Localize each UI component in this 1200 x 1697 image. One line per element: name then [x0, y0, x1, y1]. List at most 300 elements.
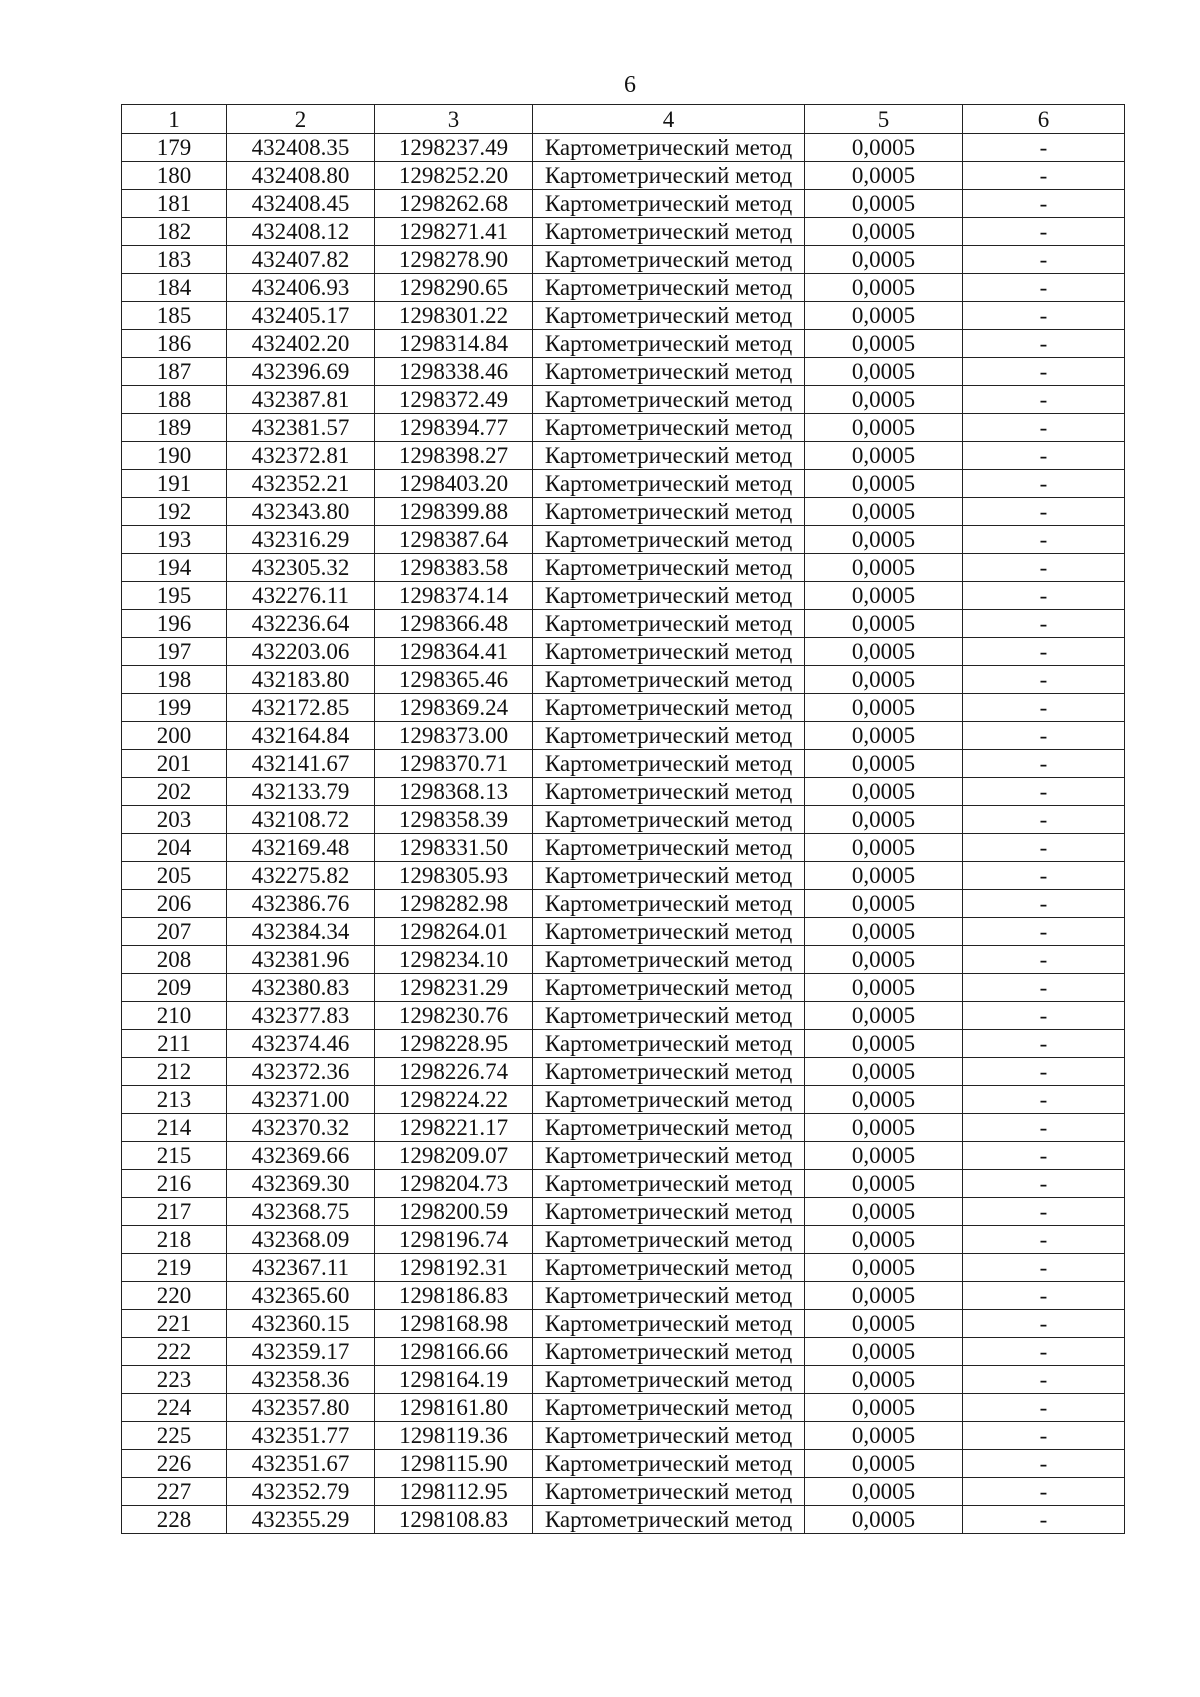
- y-coordinate-cell: 1298364.41: [375, 638, 533, 666]
- accuracy-cell: 0,0005: [805, 834, 963, 862]
- note-cell: -: [963, 1282, 1125, 1310]
- note-cell: -: [963, 554, 1125, 582]
- method-cell: Картометрический метод: [533, 1226, 805, 1254]
- accuracy-cell: 0,0005: [805, 442, 963, 470]
- x-coordinate-cell: 432108.72: [227, 806, 375, 834]
- table-row: [122, 414, 1125, 442]
- table-row: [122, 666, 1125, 694]
- point-number-cell: 220: [122, 1282, 227, 1310]
- note-cell: -: [963, 1450, 1125, 1478]
- y-coordinate-cell: 1298387.64: [375, 526, 533, 554]
- method-cell: Картометрический метод: [533, 610, 805, 638]
- y-coordinate-cell: 1298365.46: [375, 666, 533, 694]
- method-cell: Картометрический метод: [533, 1170, 805, 1198]
- y-coordinate-cell: 1298373.00: [375, 722, 533, 750]
- y-coordinate-cell: 1298369.24: [375, 694, 533, 722]
- note-cell: -: [963, 582, 1125, 610]
- method-cell: Картометрический метод: [533, 526, 805, 554]
- method-cell: Картометрический метод: [533, 246, 805, 274]
- point-number-cell: 219: [122, 1254, 227, 1282]
- method-cell: Картометрический метод: [533, 806, 805, 834]
- note-cell: -: [963, 1170, 1125, 1198]
- y-coordinate-cell: 1298161.80: [375, 1394, 533, 1422]
- accuracy-cell: 0,0005: [805, 330, 963, 358]
- method-cell: Картометрический метод: [533, 918, 805, 946]
- x-coordinate-cell: 432357.80: [227, 1394, 375, 1422]
- x-coordinate-cell: 432360.15: [227, 1310, 375, 1338]
- table-row: [122, 694, 1125, 722]
- note-cell: -: [963, 918, 1125, 946]
- table-row: [122, 1478, 1125, 1506]
- x-coordinate-cell: 432408.12: [227, 218, 375, 246]
- method-cell: Картометрический метод: [533, 1310, 805, 1338]
- y-coordinate-cell: 1298228.95: [375, 1030, 533, 1058]
- y-coordinate-cell: 1298338.46: [375, 358, 533, 386]
- point-number-cell: 209: [122, 974, 227, 1002]
- table-row: [122, 190, 1125, 218]
- table-row: [122, 162, 1125, 190]
- method-cell: Картометрический метод: [533, 862, 805, 890]
- table-row: [122, 470, 1125, 498]
- table-row: [122, 1338, 1125, 1366]
- table-row: [122, 1114, 1125, 1142]
- point-number-cell: 184: [122, 274, 227, 302]
- table-row: [122, 274, 1125, 302]
- accuracy-cell: 0,0005: [805, 190, 963, 218]
- y-coordinate-cell: 1298224.22: [375, 1086, 533, 1114]
- note-cell: -: [963, 134, 1125, 162]
- x-coordinate-cell: 432368.75: [227, 1198, 375, 1226]
- method-cell: Картометрический метод: [533, 1058, 805, 1086]
- point-number-cell: 211: [122, 1030, 227, 1058]
- note-cell: -: [963, 1030, 1125, 1058]
- note-cell: -: [963, 1422, 1125, 1450]
- accuracy-cell: 0,0005: [805, 666, 963, 694]
- table-row: [122, 134, 1125, 162]
- y-coordinate-cell: 1298383.58: [375, 554, 533, 582]
- x-coordinate-cell: 432236.64: [227, 610, 375, 638]
- x-coordinate-cell: 432316.29: [227, 526, 375, 554]
- point-number-cell: 185: [122, 302, 227, 330]
- accuracy-cell: 0,0005: [805, 1142, 963, 1170]
- note-cell: -: [963, 1310, 1125, 1338]
- table-row: [122, 1422, 1125, 1450]
- point-number-cell: 208: [122, 946, 227, 974]
- method-cell: Картометрический метод: [533, 218, 805, 246]
- page-number: 6: [624, 72, 636, 98]
- point-number-cell: 197: [122, 638, 227, 666]
- point-number-cell: 205: [122, 862, 227, 890]
- x-coordinate-cell: 432164.84: [227, 722, 375, 750]
- method-cell: Картометрический метод: [533, 1002, 805, 1030]
- point-number-cell: 221: [122, 1310, 227, 1338]
- y-coordinate-cell: 1298262.68: [375, 190, 533, 218]
- table-row: [122, 302, 1125, 330]
- table-row: [122, 358, 1125, 386]
- x-coordinate-cell: 432408.45: [227, 190, 375, 218]
- note-cell: -: [963, 218, 1125, 246]
- method-cell: Картометрический метод: [533, 694, 805, 722]
- accuracy-cell: 0,0005: [805, 806, 963, 834]
- note-cell: -: [963, 274, 1125, 302]
- point-number-cell: 192: [122, 498, 227, 526]
- point-number-cell: 194: [122, 554, 227, 582]
- table-row: [122, 946, 1125, 974]
- method-cell: Картометрический метод: [533, 1282, 805, 1310]
- table-row: [122, 722, 1125, 750]
- method-cell: Картометрический метод: [533, 358, 805, 386]
- method-cell: Картометрический метод: [533, 554, 805, 582]
- note-cell: -: [963, 1254, 1125, 1282]
- accuracy-cell: 0,0005: [805, 1422, 963, 1450]
- point-number-cell: 191: [122, 470, 227, 498]
- x-coordinate-cell: 432396.69: [227, 358, 375, 386]
- y-coordinate-cell: 1298209.07: [375, 1142, 533, 1170]
- point-number-cell: 216: [122, 1170, 227, 1198]
- point-number-cell: 182: [122, 218, 227, 246]
- y-coordinate-cell: 1298358.39: [375, 806, 533, 834]
- table-row: [122, 582, 1125, 610]
- x-coordinate-cell: 432369.66: [227, 1142, 375, 1170]
- table-row: [122, 386, 1125, 414]
- point-number-cell: 180: [122, 162, 227, 190]
- y-coordinate-cell: 1298204.73: [375, 1170, 533, 1198]
- accuracy-cell: 0,0005: [805, 722, 963, 750]
- x-coordinate-cell: 432367.11: [227, 1254, 375, 1282]
- note-cell: -: [963, 190, 1125, 218]
- point-number-cell: 225: [122, 1422, 227, 1450]
- note-cell: -: [963, 1198, 1125, 1226]
- y-coordinate-cell: 1298166.66: [375, 1338, 533, 1366]
- table-row: [122, 330, 1125, 358]
- x-coordinate-cell: 432359.17: [227, 1338, 375, 1366]
- point-number-cell: 215: [122, 1142, 227, 1170]
- method-cell: Картометрический метод: [533, 582, 805, 610]
- note-cell: -: [963, 526, 1125, 554]
- note-cell: -: [963, 750, 1125, 778]
- accuracy-cell: 0,0005: [805, 1058, 963, 1086]
- method-cell: Картометрический метод: [533, 1506, 805, 1534]
- point-number-cell: 204: [122, 834, 227, 862]
- y-coordinate-cell: 1298231.29: [375, 974, 533, 1002]
- table-row: [122, 610, 1125, 638]
- method-cell: Картометрический метод: [533, 638, 805, 666]
- point-number-cell: 213: [122, 1086, 227, 1114]
- table-row: [122, 1226, 1125, 1254]
- y-coordinate-cell: 1298399.88: [375, 498, 533, 526]
- x-coordinate-cell: 432381.57: [227, 414, 375, 442]
- note-cell: -: [963, 442, 1125, 470]
- accuracy-cell: 0,0005: [805, 1198, 963, 1226]
- y-coordinate-cell: 1298278.90: [375, 246, 533, 274]
- x-coordinate-cell: 432381.96: [227, 946, 375, 974]
- point-number-cell: 203: [122, 806, 227, 834]
- x-coordinate-cell: 432384.34: [227, 918, 375, 946]
- table-row: [122, 1310, 1125, 1338]
- table-row: [122, 246, 1125, 274]
- header-cell: 4: [533, 105, 805, 134]
- accuracy-cell: 0,0005: [805, 890, 963, 918]
- accuracy-cell: 0,0005: [805, 1310, 963, 1338]
- accuracy-cell: 0,0005: [805, 470, 963, 498]
- point-number-cell: 207: [122, 918, 227, 946]
- y-coordinate-cell: 1298398.27: [375, 442, 533, 470]
- point-number-cell: 186: [122, 330, 227, 358]
- note-cell: -: [963, 694, 1125, 722]
- table-row: [122, 554, 1125, 582]
- y-coordinate-cell: 1298221.17: [375, 1114, 533, 1142]
- method-cell: Картометрический метод: [533, 414, 805, 442]
- header-cell: 3: [375, 105, 533, 134]
- accuracy-cell: 0,0005: [805, 1114, 963, 1142]
- accuracy-cell: 0,0005: [805, 1030, 963, 1058]
- note-cell: -: [963, 974, 1125, 1002]
- x-coordinate-cell: 432372.36: [227, 1058, 375, 1086]
- method-cell: Картометрический метод: [533, 1478, 805, 1506]
- method-cell: Картометрический метод: [533, 1422, 805, 1450]
- note-cell: -: [963, 1114, 1125, 1142]
- point-number-cell: 218: [122, 1226, 227, 1254]
- y-coordinate-cell: 1298226.74: [375, 1058, 533, 1086]
- x-coordinate-cell: 432387.81: [227, 386, 375, 414]
- header-cell: 6: [963, 105, 1125, 134]
- accuracy-cell: 0,0005: [805, 1478, 963, 1506]
- accuracy-cell: 0,0005: [805, 778, 963, 806]
- table-row: [122, 1170, 1125, 1198]
- table-row: [122, 1086, 1125, 1114]
- y-coordinate-cell: 1298186.83: [375, 1282, 533, 1310]
- table-row: [122, 498, 1125, 526]
- y-coordinate-cell: 1298234.10: [375, 946, 533, 974]
- y-coordinate-cell: 1298108.83: [375, 1506, 533, 1534]
- table-row: [122, 806, 1125, 834]
- method-cell: Картометрический метод: [533, 134, 805, 162]
- x-coordinate-cell: 432368.09: [227, 1226, 375, 1254]
- x-coordinate-cell: 432408.80: [227, 162, 375, 190]
- note-cell: -: [963, 1478, 1125, 1506]
- method-cell: Картометрический метод: [533, 386, 805, 414]
- method-cell: Картометрический метод: [533, 1366, 805, 1394]
- y-coordinate-cell: 1298164.19: [375, 1366, 533, 1394]
- y-coordinate-cell: 1298331.50: [375, 834, 533, 862]
- point-number-cell: 228: [122, 1506, 227, 1534]
- accuracy-cell: 0,0005: [805, 1226, 963, 1254]
- table-row: [122, 1198, 1125, 1226]
- x-coordinate-cell: 432377.83: [227, 1002, 375, 1030]
- accuracy-cell: 0,0005: [805, 582, 963, 610]
- y-coordinate-cell: 1298115.90: [375, 1450, 533, 1478]
- method-cell: Картометрический метод: [533, 1254, 805, 1282]
- point-number-cell: 201: [122, 750, 227, 778]
- accuracy-cell: 0,0005: [805, 1086, 963, 1114]
- accuracy-cell: 0,0005: [805, 946, 963, 974]
- point-number-cell: 196: [122, 610, 227, 638]
- x-coordinate-cell: 432380.83: [227, 974, 375, 1002]
- point-number-cell: 188: [122, 386, 227, 414]
- accuracy-cell: 0,0005: [805, 750, 963, 778]
- point-number-cell: 217: [122, 1198, 227, 1226]
- x-coordinate-cell: 432133.79: [227, 778, 375, 806]
- x-coordinate-cell: 432141.67: [227, 750, 375, 778]
- table-row: [122, 526, 1125, 554]
- y-coordinate-cell: 1298112.95: [375, 1478, 533, 1506]
- table-row: [122, 1142, 1125, 1170]
- method-cell: Картометрический метод: [533, 470, 805, 498]
- y-coordinate-cell: 1298119.36: [375, 1422, 533, 1450]
- accuracy-cell: 0,0005: [805, 134, 963, 162]
- method-cell: Картометрический метод: [533, 190, 805, 218]
- method-cell: Картометрический метод: [533, 890, 805, 918]
- table-row: [122, 442, 1125, 470]
- x-coordinate-cell: 432365.60: [227, 1282, 375, 1310]
- table-row: [122, 1450, 1125, 1478]
- point-number-cell: 198: [122, 666, 227, 694]
- method-cell: Картометрический метод: [533, 1030, 805, 1058]
- y-coordinate-cell: 1298252.20: [375, 162, 533, 190]
- header-cell: 5: [805, 105, 963, 134]
- note-cell: -: [963, 946, 1125, 974]
- point-number-cell: 226: [122, 1450, 227, 1478]
- note-cell: -: [963, 358, 1125, 386]
- method-cell: Картометрический метод: [533, 1394, 805, 1422]
- table-row: [122, 1506, 1125, 1534]
- note-cell: -: [963, 1086, 1125, 1114]
- table-row: [122, 974, 1125, 1002]
- x-coordinate-cell: 432351.67: [227, 1450, 375, 1478]
- accuracy-cell: 0,0005: [805, 1002, 963, 1030]
- method-cell: Картометрический метод: [533, 1338, 805, 1366]
- x-coordinate-cell: 432276.11: [227, 582, 375, 610]
- point-number-cell: 224: [122, 1394, 227, 1422]
- x-coordinate-cell: 432408.35: [227, 134, 375, 162]
- accuracy-cell: 0,0005: [805, 1254, 963, 1282]
- y-coordinate-cell: 1298305.93: [375, 862, 533, 890]
- method-cell: Картометрический метод: [533, 834, 805, 862]
- table-row: [122, 890, 1125, 918]
- point-number-cell: 179: [122, 134, 227, 162]
- note-cell: -: [963, 1226, 1125, 1254]
- note-cell: -: [963, 1366, 1125, 1394]
- note-cell: -: [963, 638, 1125, 666]
- table-row: [122, 1254, 1125, 1282]
- accuracy-cell: 0,0005: [805, 1170, 963, 1198]
- accuracy-cell: 0,0005: [805, 610, 963, 638]
- accuracy-cell: 0,0005: [805, 638, 963, 666]
- accuracy-cell: 0,0005: [805, 694, 963, 722]
- y-coordinate-cell: 1298314.84: [375, 330, 533, 358]
- y-coordinate-cell: 1298374.14: [375, 582, 533, 610]
- point-number-cell: 190: [122, 442, 227, 470]
- note-cell: -: [963, 778, 1125, 806]
- x-coordinate-cell: 432386.76: [227, 890, 375, 918]
- method-cell: Картометрический метод: [533, 750, 805, 778]
- note-cell: -: [963, 722, 1125, 750]
- note-cell: -: [963, 1338, 1125, 1366]
- method-cell: Картометрический метод: [533, 274, 805, 302]
- x-coordinate-cell: 432374.46: [227, 1030, 375, 1058]
- x-coordinate-cell: 432352.21: [227, 470, 375, 498]
- point-number-cell: 200: [122, 722, 227, 750]
- table-row: [122, 638, 1125, 666]
- x-coordinate-cell: 432370.32: [227, 1114, 375, 1142]
- accuracy-cell: 0,0005: [805, 274, 963, 302]
- accuracy-cell: 0,0005: [805, 554, 963, 582]
- note-cell: -: [963, 666, 1125, 694]
- method-cell: Картометрический метод: [533, 330, 805, 358]
- x-coordinate-cell: 432351.77: [227, 1422, 375, 1450]
- y-coordinate-cell: 1298366.48: [375, 610, 533, 638]
- table-row: [122, 218, 1125, 246]
- accuracy-cell: 0,0005: [805, 1450, 963, 1478]
- point-number-cell: 202: [122, 778, 227, 806]
- x-coordinate-cell: 432275.82: [227, 862, 375, 890]
- y-coordinate-cell: 1298301.22: [375, 302, 533, 330]
- point-number-cell: 214: [122, 1114, 227, 1142]
- x-coordinate-cell: 432203.06: [227, 638, 375, 666]
- point-number-cell: 189: [122, 414, 227, 442]
- note-cell: -: [963, 1002, 1125, 1030]
- point-number-cell: 222: [122, 1338, 227, 1366]
- method-cell: Картометрический метод: [533, 302, 805, 330]
- y-coordinate-cell: 1298237.49: [375, 134, 533, 162]
- y-coordinate-cell: 1298264.01: [375, 918, 533, 946]
- point-number-cell: 199: [122, 694, 227, 722]
- y-coordinate-cell: 1298372.49: [375, 386, 533, 414]
- x-coordinate-cell: 432172.85: [227, 694, 375, 722]
- method-cell: Картометрический метод: [533, 442, 805, 470]
- point-number-cell: 187: [122, 358, 227, 386]
- note-cell: -: [963, 834, 1125, 862]
- x-coordinate-cell: 432405.17: [227, 302, 375, 330]
- coordinates-table: [121, 104, 1125, 1534]
- x-coordinate-cell: 432369.30: [227, 1170, 375, 1198]
- method-cell: Картометрический метод: [533, 946, 805, 974]
- note-cell: -: [963, 414, 1125, 442]
- accuracy-cell: 0,0005: [805, 162, 963, 190]
- accuracy-cell: 0,0005: [805, 218, 963, 246]
- method-cell: Картометрический метод: [533, 1142, 805, 1170]
- note-cell: -: [963, 162, 1125, 190]
- accuracy-cell: 0,0005: [805, 358, 963, 386]
- y-coordinate-cell: 1298196.74: [375, 1226, 533, 1254]
- y-coordinate-cell: 1298200.59: [375, 1198, 533, 1226]
- y-coordinate-cell: 1298403.20: [375, 470, 533, 498]
- point-number-cell: 223: [122, 1366, 227, 1394]
- accuracy-cell: 0,0005: [805, 386, 963, 414]
- note-cell: -: [963, 330, 1125, 358]
- y-coordinate-cell: 1298192.31: [375, 1254, 533, 1282]
- x-coordinate-cell: 432183.80: [227, 666, 375, 694]
- accuracy-cell: 0,0005: [805, 1282, 963, 1310]
- accuracy-cell: 0,0005: [805, 1506, 963, 1534]
- point-number-cell: 183: [122, 246, 227, 274]
- method-cell: Картометрический метод: [533, 1450, 805, 1478]
- table-row: [122, 750, 1125, 778]
- table-row: [122, 918, 1125, 946]
- note-cell: -: [963, 806, 1125, 834]
- y-coordinate-cell: 1298168.98: [375, 1310, 533, 1338]
- table-row: [122, 1366, 1125, 1394]
- accuracy-cell: 0,0005: [805, 974, 963, 1002]
- accuracy-cell: 0,0005: [805, 246, 963, 274]
- method-cell: Картометрический метод: [533, 1086, 805, 1114]
- accuracy-cell: 0,0005: [805, 498, 963, 526]
- note-cell: -: [963, 498, 1125, 526]
- note-cell: -: [963, 470, 1125, 498]
- x-coordinate-cell: 432371.00: [227, 1086, 375, 1114]
- note-cell: -: [963, 302, 1125, 330]
- point-number-cell: 195: [122, 582, 227, 610]
